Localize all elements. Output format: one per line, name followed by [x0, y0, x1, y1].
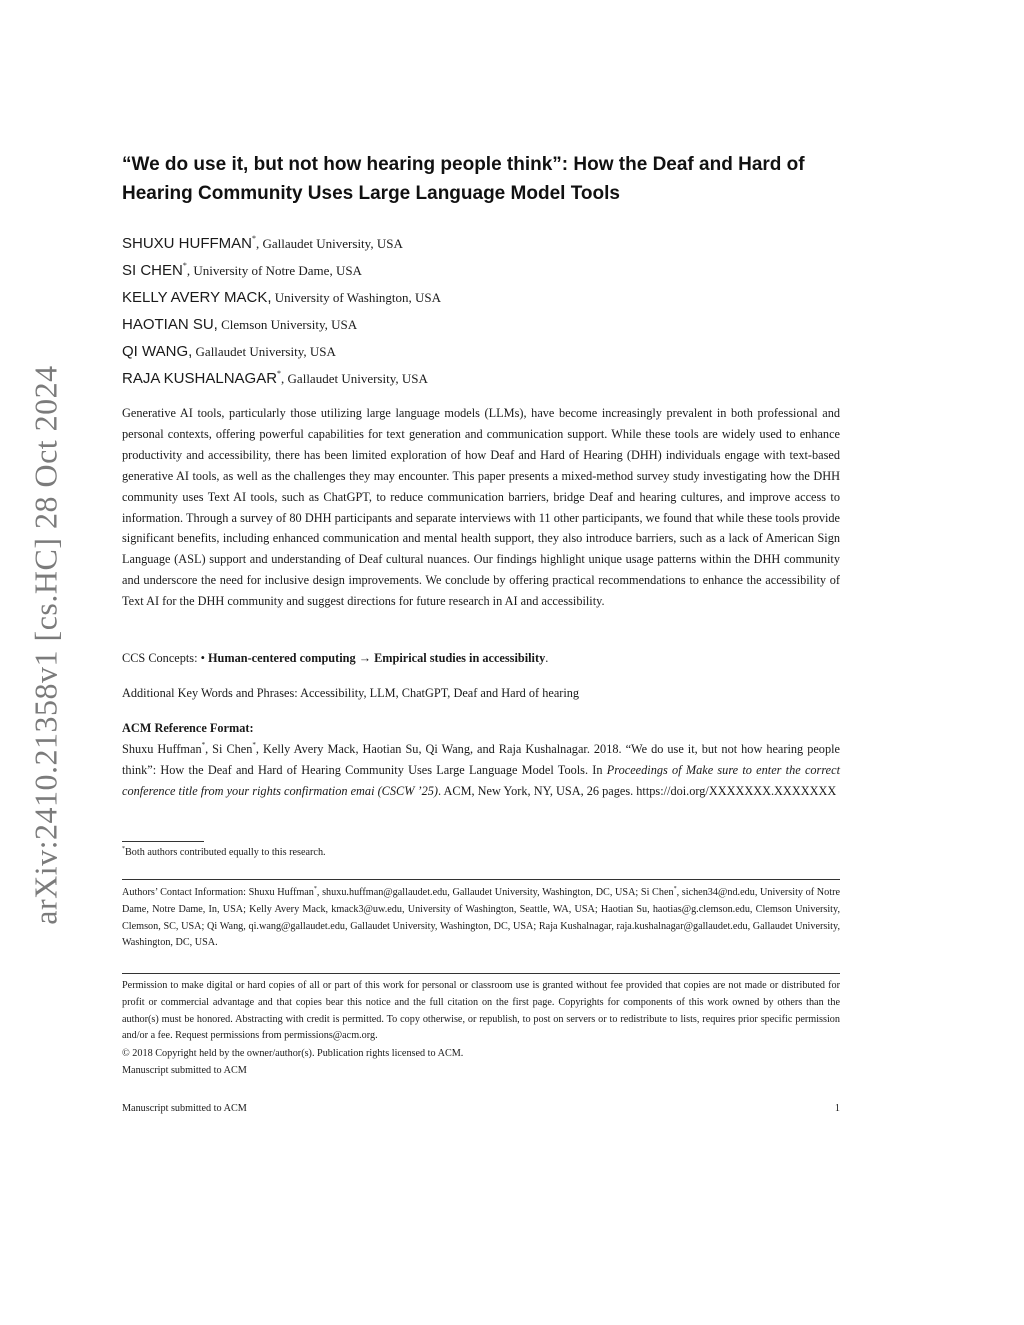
abstract: Generative AI tools, particularly those utilizing large language models (LLMs), have become increasingly prevalent in both professional and personal contexts, offering powerful capabilities for text generation and communication support. While these tools are widely used to enhance productivity and accessibility, there has been limited exploration of how Deaf and Hard of Hearing (DHH) individuals engage with text-based generative AI tools, as well as the challenges they may encounter. This paper presents a mixed-method survey study investigating how the DHH community uses Text AI tools, such as ChatGPT, to reduce communication barriers, bridge Deaf and hearing cultures, and improve access to information. Through a survey of 80 DHH participants and separate interviews with 11 other participants, we found that while these tools provide significant benefits, including enhanced communication and mental health support, they also introduce barriers, such as a lack of American Sign Language (ASL) support and understanding of Deaf cultural nuances. Our findings highlight unique usage patterns within the DHH community and underscore the need for inclusive design improvements. We conclude by offering practical recommendations to enhance the accessibility of Text AI for the DHH community and suggest directions for future research in AI and accessibility.	[122, 406, 840, 609]
author-name: HAOTIAN SU,	[122, 316, 218, 333]
author-mark: *	[182, 261, 187, 270]
footnote	[122, 845, 840, 860]
contact-text: Authors’ Contact Information: Shuxu Huffman	[122, 887, 314, 898]
title-line-1: “We do use it, but not how hearing people think”: How the Deaf and Hard of	[122, 154, 805, 175]
author-entry	[122, 257, 840, 284]
manuscript-note: Manuscript submitted to ACM	[122, 1065, 247, 1076]
keywords: Additional Key Words and Phrases: Accessibility, LLM, ChatGPT, Deaf and Hard of hearing	[122, 686, 580, 700]
author-entry	[122, 338, 840, 365]
permission-rule	[122, 973, 840, 974]
author-affiliation: , Gallaudet University, USA	[281, 371, 428, 386]
author-name: RAJA KUSHALNAGAR	[122, 370, 278, 387]
permission-notice: Permission to make digital or hard copies of all or part of this work for personal or classroom use is granted without fee provided that copies are not made or distributed for profit or commercial advantage and that copies bear this notice and the full citation on the first page. Copyrights for components of this work owned by others than the author(s) must be honored. Abstracting with credit is permitted. To copy otherwise, or republish, to post on servers or to redistribute to lists, requires prior specific permission and/or a fee. Request permissions from permissions@acm.org.	[122, 980, 840, 1042]
author-affiliation: , University of Notre Dame, USA	[186, 263, 362, 278]
contact-text: , sichen34@nd.edu, University of Notre Dame, Notre Dame, In, USA; Kelly Avery Mack, kmack3@uw.edu, University of Washington, Seattle, WA, USA; Haotian Su, haotias@g.clemson.edu, Clemson University, Clemson, SC, USA; Qi Wang, qi.wang@gallaudet.edu, Gallaudet University, Washington, DC, USA; Raja Kushalnagar, raja.kushalnagar@gallaudet.edu, Gallaudet University, Washington, DC, USA.	[122, 887, 841, 949]
reference-author: Shuxu Huffman	[122, 741, 202, 756]
contact-rule	[122, 879, 840, 880]
reference-text: , Kelly Avery Mack, Haotian Su, Qi Wang, and Raja Kushalnagar. 2018. “We do use it, but not how hearing people think”: How the Deaf and Hard of Hearing Community Uses Large Language Model Tools. In	[122, 741, 840, 777]
arxiv-side-stamp: arXiv:2410.21358v1 [cs.HC] 28 Oct 2024	[27, 365, 64, 925]
author-entry	[122, 311, 840, 338]
author-contact-info	[122, 885, 840, 952]
reference-venue: Proceedings of Make sure to enter the correct conference title from your rights confirmation emai (CSCW ’25)	[122, 762, 840, 798]
reference-tail: . ACM, New York, NY, USA, 26 pages. https://doi.org/XXXXXXX.XXXXXXX	[438, 783, 837, 798]
contact-text: , shuxu.huffman@gallaudet.edu, Gallaudet University, Washington, DC, USA; Si Chen	[316, 887, 674, 898]
author-entry	[122, 230, 840, 257]
footnote-rule	[122, 841, 204, 842]
ccs-arrow: →	[355, 651, 375, 665]
author-affiliation: University of Washington, USA	[271, 290, 442, 305]
title-line-2: Hearing Community Uses Large Language Model Tools	[122, 183, 620, 204]
author-name: QI WANG,	[122, 343, 193, 360]
author-entry	[122, 284, 840, 311]
footnote-mark: *	[122, 846, 125, 852]
page-number: 1	[834, 1103, 840, 1114]
reference-author: , Si Chen	[205, 741, 253, 756]
acm-reference	[122, 718, 840, 802]
footer-manuscript-note: Manuscript submitted to ACM	[122, 1103, 247, 1114]
ccs-concepts	[122, 648, 840, 668]
author-affiliation: Gallaudet University, USA	[192, 344, 336, 359]
author-affiliation: , Gallaudet University, USA	[256, 236, 403, 251]
author-name: SHUXU HUFFMAN	[122, 235, 252, 252]
contact-mark: *	[313, 886, 317, 892]
ccs-label: CCS Concepts: •	[122, 651, 208, 665]
acm-reference-heading: ACM Reference Format:	[122, 721, 254, 735]
ccs-end: .	[545, 651, 549, 665]
author-name: KELLY AVERY MACK,	[122, 289, 272, 306]
author-affiliation: Clemson University, USA	[217, 317, 358, 332]
author-mark: *	[277, 369, 282, 378]
author-list	[122, 230, 840, 392]
reference-mark: *	[201, 740, 206, 749]
ccs-subconcept: Empirical studies in accessibility	[374, 651, 546, 665]
contact-mark: *	[673, 886, 677, 892]
author-mark: *	[252, 234, 256, 243]
author-entry	[122, 365, 840, 392]
paper-title	[122, 150, 840, 208]
author-name: SI CHEN	[122, 262, 183, 279]
copyright-notice: © 2018 Copyright held by the owner/author(s). Publication rights licensed to ACM.	[122, 1048, 464, 1059]
ccs-concept: Human-centered computing	[207, 651, 356, 665]
reference-mark: *	[252, 740, 256, 749]
acm-reference-body	[122, 739, 840, 802]
footnote-text: Both authors contributed equally to this research.	[125, 847, 326, 858]
